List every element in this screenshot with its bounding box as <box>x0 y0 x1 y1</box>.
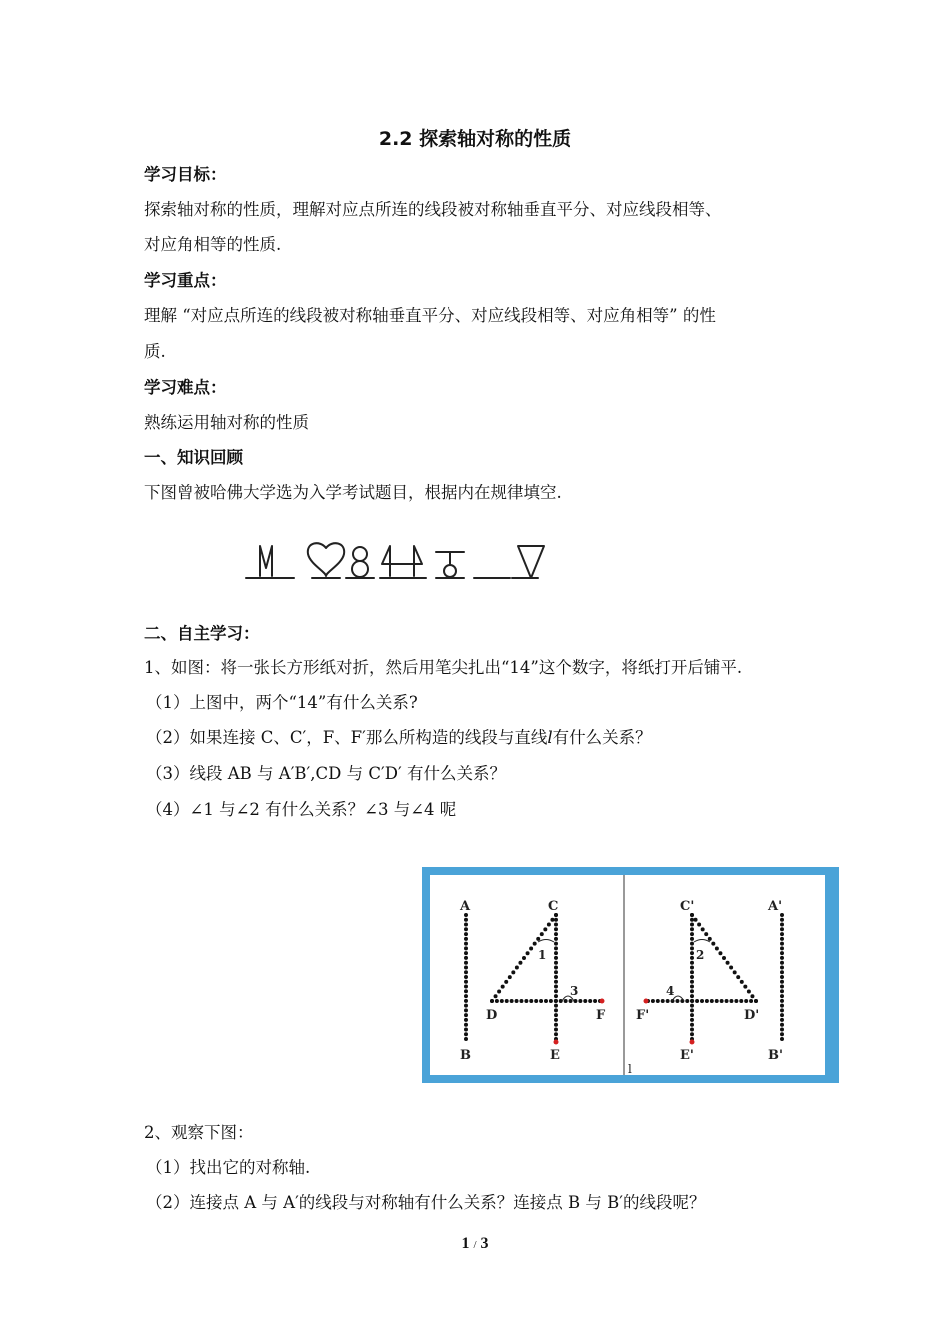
segment-c-prime-d-prime-dot <box>736 975 740 979</box>
segment-c-prime-e-prime-dot <box>690 980 694 984</box>
page-current: 1 <box>461 1235 470 1252</box>
segment-df-dot <box>510 999 514 1003</box>
question-1-2 <box>146 727 652 749</box>
segment-c-prime-e-prime-dot <box>690 951 694 955</box>
segment-c-prime-e-prime-dot <box>690 970 694 974</box>
label-c: C <box>548 899 559 914</box>
segment-cd-dot <box>511 970 515 974</box>
point-e-red-dot <box>554 1040 559 1045</box>
segment-ab-dot <box>464 1032 468 1036</box>
label-b: B <box>460 1048 471 1063</box>
segment-a-prime-b-prime-dot <box>780 932 784 936</box>
segment-cd-dot <box>536 937 540 941</box>
key-points-heading: 学习重点： <box>144 271 227 290</box>
segment-ce-dot <box>554 985 558 989</box>
segment-ce-dot <box>554 1023 558 1027</box>
key-points-line-1: 理解 “对应点所连的线段被对称轴垂直平分、对应线段相等、对应角相等” 的性 <box>144 306 716 325</box>
segment-ce-dot <box>554 946 558 950</box>
segment-ab-dot <box>464 975 468 979</box>
segment-a-prime-b-prime-dot <box>780 980 784 984</box>
segment-cd-dot <box>533 942 537 946</box>
symmetry-puzzle-figure <box>242 538 552 586</box>
segment-cd-dot <box>522 956 526 960</box>
segment-ce-dot <box>554 994 558 998</box>
segment-c-prime-e-prime-dot <box>690 994 694 998</box>
segment-a-prime-b-prime-dot <box>780 1032 784 1036</box>
segment-a-prime-b-prime-dot <box>780 1018 784 1022</box>
label-a-prime: A' <box>768 899 783 914</box>
segment-c-prime-e-prime-dot <box>690 956 694 960</box>
segment-a-prime-b-prime-dot <box>780 923 784 927</box>
segment-ab-dot <box>464 1027 468 1031</box>
page-total: 3 <box>480 1235 489 1252</box>
point-f-red-dot <box>600 999 605 1004</box>
puzzle-glyph-1 <box>246 546 294 578</box>
segment-a-prime-b-prime-dot <box>780 1023 784 1027</box>
segment-df-dot <box>554 999 558 1003</box>
segment-a-prime-b-prime-dot <box>780 994 784 998</box>
segment-df-dot <box>593 999 597 1003</box>
segment-ce-dot <box>554 975 558 979</box>
segment-a-prime-b-prime-dot <box>780 946 784 950</box>
segment-ce-dot <box>554 918 558 922</box>
segment-a-prime-b-prime-dot <box>780 965 784 969</box>
question-1-2-before: （2）如果连接 C、C′，F、F′那么所构造的线段与直线 <box>146 728 548 747</box>
segment-c-prime-e-prime-dot <box>690 942 694 946</box>
segment-cd-dot <box>518 961 522 965</box>
label-angle-3: 3 <box>570 984 579 998</box>
puzzle-glyph-5 <box>436 552 464 578</box>
segment-cd-dot <box>526 951 530 955</box>
segment-ab-dot <box>464 994 468 998</box>
segment-d-prime-f-prime-dot <box>734 999 738 1003</box>
segment-c-prime-e-prime-dot <box>690 1023 694 1027</box>
segment-c-prime-d-prime-dot <box>722 956 726 960</box>
segment-cd-dot <box>550 918 554 922</box>
segment-d-prime-f-prime-dot <box>675 999 679 1003</box>
label-e: E <box>550 1048 560 1063</box>
segment-ab-dot <box>464 999 468 1003</box>
point-e-prime-red-dot <box>690 1040 695 1045</box>
segment-c-prime-d-prime-dot <box>743 985 747 989</box>
segment-cd-dot <box>515 966 519 970</box>
segment-ce-dot <box>554 932 558 936</box>
segment-ab-dot <box>464 1008 468 1012</box>
segment-ab-dot <box>464 932 468 936</box>
segment-c-prime-d-prime-dot <box>750 994 754 998</box>
segment-d-prime-f-prime-dot <box>739 999 743 1003</box>
label-axis-l: l <box>628 1062 632 1076</box>
segment-a-prime-b-prime-dot <box>780 970 784 974</box>
segment-ab-dot <box>464 1013 468 1017</box>
segment-c-prime-d-prime-dot <box>697 923 701 927</box>
question-1: 1、如图：将一张长方形纸对折，然后用笔尖扎出“14”这个数字，将纸打开后铺平. <box>144 658 743 677</box>
segment-c-prime-d-prime-dot <box>701 927 705 931</box>
segment-ab-dot <box>464 927 468 931</box>
segment-ab-dot <box>464 989 468 993</box>
segment-c-prime-d-prime-dot <box>729 966 733 970</box>
segment-df-dot <box>524 999 528 1003</box>
segment-ab-dot <box>464 961 468 965</box>
segment-d-prime-f-prime-dot <box>700 999 704 1003</box>
segment-ce-dot <box>554 942 558 946</box>
segment-c-prime-d-prime-dot <box>708 937 712 941</box>
segment-d-prime-f-prime-dot <box>715 999 719 1003</box>
segment-d-prime-f-prime-dot <box>661 999 665 1003</box>
segment-ce-dot <box>554 1032 558 1036</box>
segment-df-dot <box>490 999 494 1003</box>
label-angle-2: 2 <box>696 948 705 962</box>
segment-a-prime-b-prime-dot <box>780 956 784 960</box>
segment-cd-dot <box>501 985 505 989</box>
segment-c-prime-e-prime-dot <box>690 1027 694 1031</box>
puzzle-glyph-3 <box>346 547 374 578</box>
label-d-prime: D' <box>744 1008 760 1023</box>
segment-ce-dot <box>554 927 558 931</box>
page-separator: / <box>473 1239 477 1251</box>
review-text: 下图曾被哈佛大学选为入学考试题目，根据内在规律填空. <box>144 483 562 502</box>
label-angle-1: 1 <box>538 948 547 962</box>
segment-df-dot <box>505 999 509 1003</box>
segment-ab-dot <box>464 965 468 969</box>
segment-cd-dot <box>494 994 498 998</box>
page-number <box>0 1235 950 1253</box>
segment-ce-dot <box>554 1018 558 1022</box>
segment-ab-dot <box>464 951 468 955</box>
segment-ce-dot <box>554 956 558 960</box>
figure-paper <box>430 875 825 1075</box>
segment-df-dot <box>500 999 504 1003</box>
segment-d-prime-f-prime-dot <box>651 999 655 1003</box>
puzzle-glyph-2 <box>308 543 344 578</box>
label-b-prime: B' <box>768 1048 783 1063</box>
objectives-line-2: 对应角相等的性质. <box>144 235 282 254</box>
question-2: 2、观察下图： <box>144 1123 254 1142</box>
segment-ab-dot <box>464 1037 468 1041</box>
segment-c-prime-e-prime-dot <box>690 946 694 950</box>
segment-ab-dot <box>464 946 468 950</box>
point-f-prime-red-dot <box>644 999 649 1004</box>
segment-d-prime-f-prime-dot <box>710 999 714 1003</box>
segment-cd-dot <box>504 980 508 984</box>
question-1-4: （4）∠1 与∠2 有什么关系？∠3 与∠4 呢 <box>146 800 457 819</box>
puzzle-glyph-7 <box>512 546 544 578</box>
segment-c-prime-e-prime-dot <box>690 989 694 993</box>
segment-ab-dot <box>464 1023 468 1027</box>
page-title: 2.2 探索轴对称的性质 <box>378 128 572 150</box>
segment-ab-dot <box>464 970 468 974</box>
fold-14-figure <box>422 867 839 1083</box>
segment-cd-dot <box>529 946 533 950</box>
segment-c-prime-e-prime-dot <box>690 1013 694 1017</box>
segment-a-prime-b-prime-dot <box>780 989 784 993</box>
question-1-2-after: 有什么关系？ <box>552 728 652 747</box>
segment-ab-dot <box>464 985 468 989</box>
segment-ab-dot <box>464 923 468 927</box>
segment-cd-dot <box>508 975 512 979</box>
segment-df-dot <box>519 999 523 1003</box>
segment-c-prime-e-prime-dot <box>690 985 694 989</box>
segment-c-prime-d-prime-dot <box>726 961 730 965</box>
segment-c-prime-d-prime-dot <box>694 918 698 922</box>
segment-df-dot <box>569 999 573 1003</box>
segment-a-prime-b-prime-dot <box>780 942 784 946</box>
segment-ce-dot <box>554 1004 558 1008</box>
segment-ab-dot <box>464 937 468 941</box>
segment-ab-dot <box>464 942 468 946</box>
segment-ab-dot <box>464 1018 468 1022</box>
segment-a-prime-b-prime-dot <box>780 1013 784 1017</box>
segment-ab-dot <box>464 956 468 960</box>
segment-ce-dot <box>554 937 558 941</box>
segment-df-dot <box>515 999 519 1003</box>
segment-a-prime-b-prime-dot <box>780 1037 784 1041</box>
segment-a-prime-b-prime-dot <box>780 975 784 979</box>
label-c-prime: C' <box>680 899 695 914</box>
segment-cd-dot <box>547 923 551 927</box>
segment-a-prime-b-prime-dot <box>780 927 784 931</box>
segment-c-prime-d-prime-dot <box>704 932 708 936</box>
question-2-1: （1）找出它的对称轴. <box>146 1158 311 1177</box>
segment-d-prime-f-prime-dot <box>744 999 748 1003</box>
segment-df-dot <box>495 999 499 1003</box>
puzzle-glyph-4 <box>380 546 426 578</box>
line-variable-l: l <box>547 728 553 747</box>
segment-df-dot <box>539 999 543 1003</box>
segment-d-prime-f-prime-dot <box>729 999 733 1003</box>
segment-ce-dot <box>554 965 558 969</box>
key-points-line-2: 质. <box>144 342 166 361</box>
segment-ce-dot <box>554 1013 558 1017</box>
segment-c-prime-e-prime-dot <box>690 927 694 931</box>
segment-d-prime-f-prime-dot <box>690 999 694 1003</box>
segment-c-prime-e-prime-dot <box>690 975 694 979</box>
segment-c-prime-e-prime-dot <box>690 961 694 965</box>
segment-c-prime-e-prime-dot <box>690 932 694 936</box>
segment-c-prime-e-prime-dot <box>690 923 694 927</box>
segment-d-prime-f-prime-dot <box>695 999 699 1003</box>
objectives-heading: 学习目标： <box>144 165 227 184</box>
segment-c-prime-e-prime-dot <box>690 1018 694 1022</box>
segment-df-dot <box>588 999 592 1003</box>
segment-d-prime-f-prime-dot <box>754 999 758 1003</box>
segment-d-prime-f-prime-dot <box>705 999 709 1003</box>
segment-ce-dot <box>554 951 558 955</box>
segment-c-prime-e-prime-dot <box>690 965 694 969</box>
segment-d-prime-f-prime-dot <box>685 999 689 1003</box>
segment-a-prime-b-prime-dot <box>780 951 784 955</box>
segment-df-dot <box>583 999 587 1003</box>
label-e-prime: E' <box>680 1048 694 1063</box>
segment-ce-dot <box>554 980 558 984</box>
label-f-prime: F' <box>636 1008 650 1023</box>
segment-df-dot <box>529 999 533 1003</box>
segment-a-prime-b-prime-dot <box>780 961 784 965</box>
objectives-line-1: 探索轴对称的性质，理解对应点所连的线段被对称轴垂直平分、对应线段相等、 <box>144 200 722 219</box>
segment-a-prime-b-prime-dot <box>780 937 784 941</box>
segment-ab-dot <box>464 980 468 984</box>
segment-a-prime-b-prime-dot <box>780 1004 784 1008</box>
question-2-2: （2）连接点 A 与 A′的线段与对称轴有什么关系？连接点 B 与 B′的线段呢？ <box>146 1193 706 1212</box>
segment-a-prime-b-prime-dot <box>780 1008 784 1012</box>
segment-ce-dot <box>554 970 558 974</box>
segment-cd-dot <box>543 927 547 931</box>
segment-a-prime-b-prime-dot <box>780 999 784 1003</box>
segment-c-prime-e-prime-dot <box>690 1032 694 1036</box>
segment-ce-dot <box>554 923 558 927</box>
segment-df-dot <box>534 999 538 1003</box>
segment-df-dot <box>564 999 568 1003</box>
segment-df-dot <box>578 999 582 1003</box>
segment-c-prime-d-prime-dot <box>747 989 751 993</box>
segment-d-prime-f-prime-dot <box>656 999 660 1003</box>
label-a: A <box>460 899 471 914</box>
segment-c-prime-d-prime-dot <box>711 942 715 946</box>
segment-c-prime-d-prime-dot <box>733 970 737 974</box>
segment-a-prime-b-prime-dot <box>780 985 784 989</box>
segment-a-prime-b-prime-dot <box>780 918 784 922</box>
segment-ce-dot <box>554 961 558 965</box>
review-heading: 一、知识回顾 <box>144 448 243 467</box>
segment-c-prime-d-prime-dot <box>718 951 722 955</box>
segment-d-prime-f-prime-dot <box>725 999 729 1003</box>
segment-d-prime-f-prime-dot <box>749 999 753 1003</box>
segment-cd-dot <box>540 932 544 936</box>
segment-df-dot <box>573 999 577 1003</box>
segment-ab-dot <box>464 918 468 922</box>
segment-c-prime-d-prime-dot <box>715 946 719 950</box>
segment-c-prime-e-prime-dot <box>690 918 694 922</box>
segment-ce-dot <box>554 1027 558 1031</box>
segment-df-dot <box>549 999 553 1003</box>
self-study-heading: 二、自主学习： <box>144 624 260 643</box>
difficulties-line-1: 熟练运用轴对称的性质 <box>144 413 309 432</box>
question-1-3: （3）线段 AB 与 A′B′,CD 与 C′D′ 有什么关系？ <box>146 764 506 783</box>
segment-c-prime-e-prime-dot <box>690 1008 694 1012</box>
segment-df-dot <box>544 999 548 1003</box>
segment-ab-dot <box>464 1004 468 1008</box>
question-1-1: （1）上图中，两个“14”有什么关系? <box>146 693 418 712</box>
label-f: F <box>596 1008 606 1023</box>
segment-c-prime-e-prime-dot <box>690 1004 694 1008</box>
segment-d-prime-f-prime-dot <box>720 999 724 1003</box>
difficulties-heading: 学习难点： <box>144 378 227 397</box>
segment-a-prime-b-prime-dot <box>780 1027 784 1031</box>
label-d: D <box>486 1008 498 1023</box>
segment-c-prime-e-prime-dot <box>690 937 694 941</box>
label-angle-4: 4 <box>666 984 675 998</box>
segment-cd-dot <box>497 989 501 993</box>
segment-d-prime-f-prime-dot <box>666 999 670 1003</box>
segment-ce-dot <box>554 1008 558 1012</box>
segment-ce-dot <box>554 989 558 993</box>
segment-c-prime-d-prime-dot <box>740 980 744 984</box>
